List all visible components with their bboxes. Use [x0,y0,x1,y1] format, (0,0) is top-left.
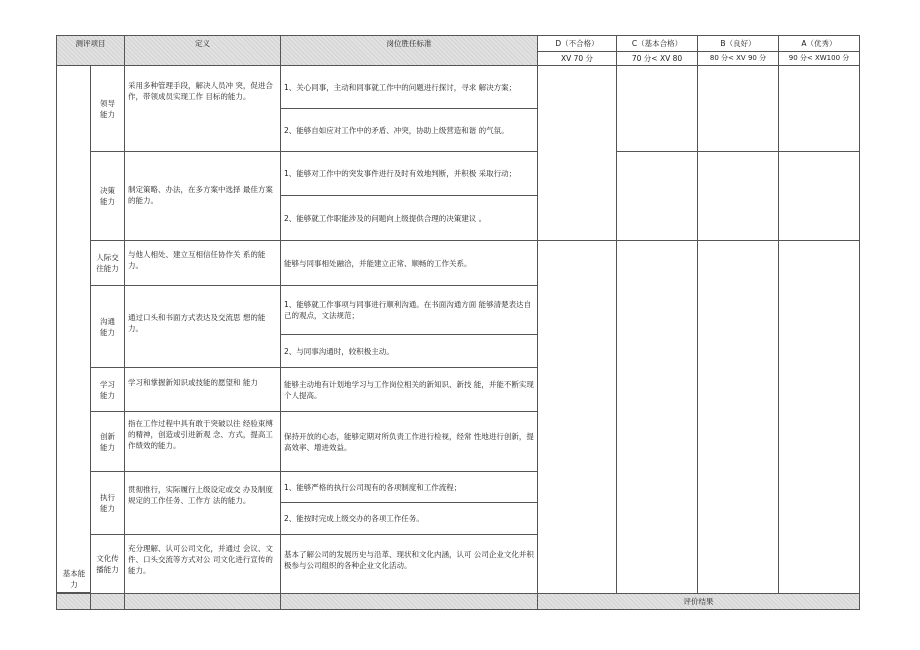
competency-definition: 制定策略、办法，在多方案中选择 最佳方案的能力。 [124,151,281,241]
category-label: 基本能力 [62,569,86,589]
competency-standard: 能够主动地有计划地学习与工作岗位相关的新知识、新技 能，并能不断实现个人提高。 [280,367,538,412]
grade-c-range: 70 分< XV 80 [616,51,698,66]
competency-standard: 能够与同事相处融洽，并能建立正常、顺畅的工作关系。 [280,240,538,286]
competency-definition: 通过口头和书面方式表达及交流思 想的能力。 [124,285,281,368]
footer-left [56,593,91,610]
score-cell[interactable] [616,151,698,241]
score-cell[interactable] [537,240,617,594]
grade-c-label: C（基本合格） [616,35,698,52]
competency-standard: 1、能够对工作中的突发事件进行及时有效地判断，并积极 采取行动； [280,151,538,196]
footer-definition [124,593,281,610]
footer-standard [280,593,538,610]
grade-b-range: 80 分< XV 90 分 [697,51,779,66]
competency-name: 学习能力 [90,367,125,412]
competency-definition: 与他人相处、建立互相信任协作关 系的能力。 [124,240,281,286]
competency-name: 人际交往能力 [90,240,125,286]
competency-standard: 1、能够严格的执行公司现有的各项制度和工作流程； [280,471,538,503]
grade-d-label: D（不合格） [537,35,617,52]
competency-standard: 2、能够就工作职能涉及的问题向上级提供合理的决策建议 。 [280,195,538,241]
competency-definition: 充分理解、认可公司文化，并通过 会议、文件、口头交流等方式对公 司文化进行宣传的能力。 [124,534,281,594]
competency-standard: 保持开放的心态，能够定期对所负责工作进行检视，经常 性地进行创新，提高效率、增进效益。 [280,411,538,472]
competency-name: 创新能力 [90,411,125,472]
score-cell[interactable] [616,240,698,594]
header-definition: 定义 [124,35,281,66]
score-cell[interactable] [778,240,860,594]
competency-name: 领导能力 [90,65,125,152]
score-cell[interactable] [537,65,617,241]
competency-standard: 2、能够自如应对工作中的矛盾、冲突，协助上级营造和谐 的气氛。 [280,108,538,152]
score-cell[interactable] [697,65,779,152]
competency-standard: 1、能够就工作事项与同事进行顺利沟通。在书面沟通方面 能够清楚表达自己的观点，文法规范； [280,285,538,335]
score-cell[interactable] [616,65,698,152]
competency-definition: 指在工作过程中具有敢于突破以往 经验束缚的精神，创造或引进新观 念、方式，提高工作绩效的能力。 [124,411,281,472]
score-cell[interactable] [778,65,860,152]
competency-name: 决策能力 [90,151,125,241]
evaluation-table [56,35,860,610]
footer-name [90,593,125,610]
grade-b-label: B（良好） [697,35,779,52]
score-cell[interactable] [697,240,779,594]
competency-definition: 学习和掌握新知识或技能的愿望和 能力 [124,367,281,412]
competency-name: 文化传播能力 [90,534,125,594]
competency-name: 沟通能力 [90,285,125,368]
score-cell[interactable] [697,151,779,241]
competency-definition: 贯彻推行，实际履行上级设定或交 办及制度规定的工作任务、工作方 法的能力。 [124,471,281,535]
header-standard: 岗位胜任标准 [280,35,538,66]
competency-standard: 基本了解公司的发展历史与沿革、现状和文化内涵，认可 公司企业文化并积极参与公司组织的各种企业文化活动。 [280,534,538,594]
grade-d-range: XV 70 分 [537,51,617,66]
competency-standard: 2、与同事沟通时，较积极主动。 [280,334,538,368]
competency-name: 执行能力 [90,471,125,535]
grade-a-label: A（优秀） [778,35,860,52]
header-item: 测评项目 [56,35,125,66]
competency-definition: 采用多种管理手段，解决人员冲 突，促进合作，带领成员实现工作 目标的能力。 [124,65,281,152]
score-cell[interactable] [778,151,860,241]
competency-standard: 1、关心同事，主动和同事就工作中的问题进行探讨，寻求 解决方案； [280,65,538,109]
grade-a-range: 90 分< XW100 分 [778,51,860,66]
competency-standard: 2、能按时完成上级交办的各项工作任务。 [280,502,538,535]
category-cell [56,65,91,593]
evaluation-result-label: 评价结果 [537,593,860,610]
